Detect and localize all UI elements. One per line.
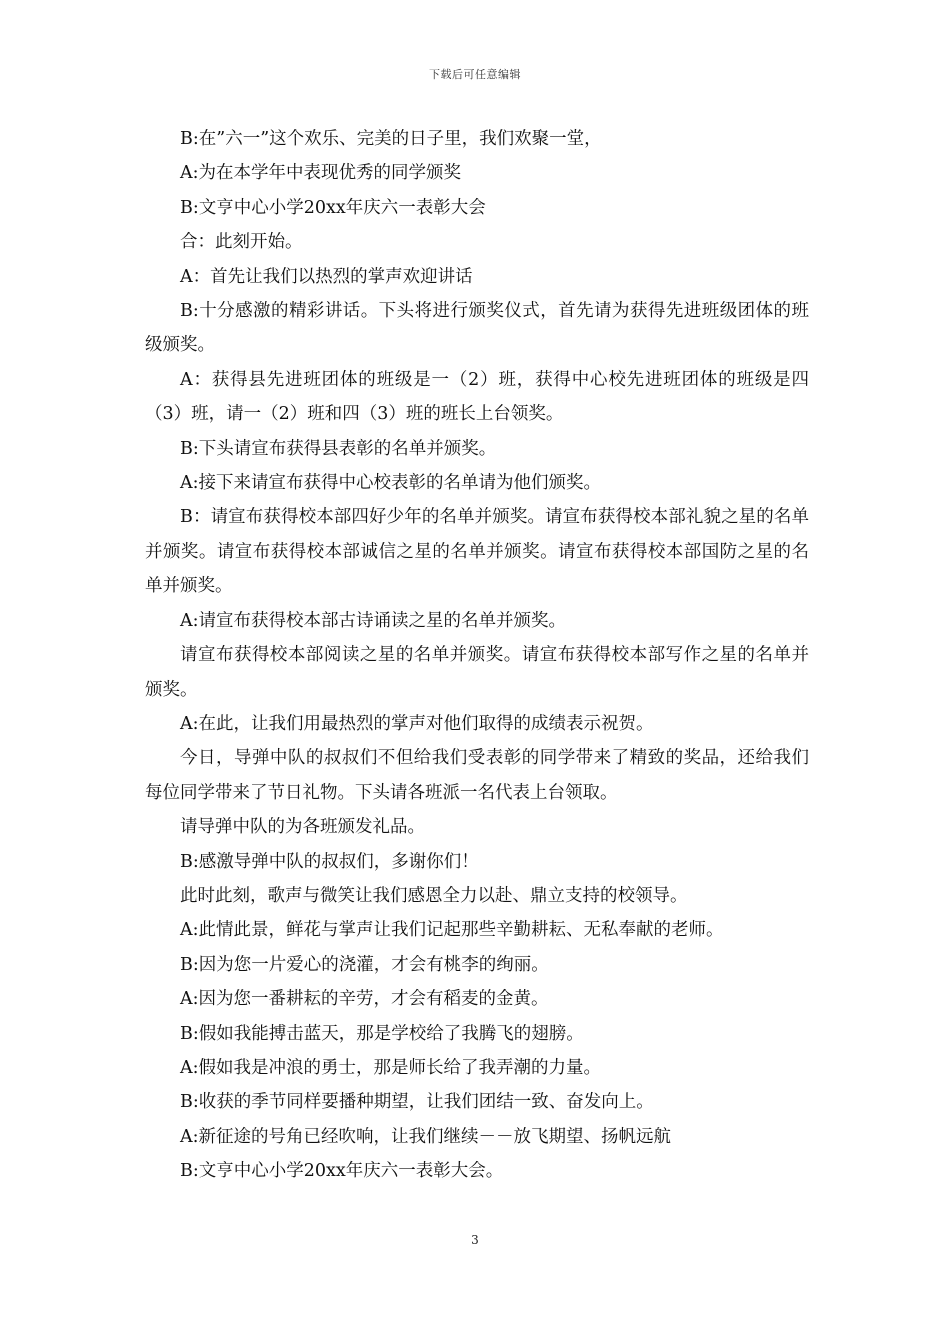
paragraph: A:请宣布获得校本部古诗诵读之星的名单并颁奖。: [180, 610, 567, 631]
paragraph: B:感激导弹中队的叔叔们，多谢你们！: [180, 851, 479, 872]
paragraph: 今日，导弹中队的叔叔们不但给我们受表彰的同学带来了精致的奖品，还给我们每位同学带来了节日礼物。下头请各班派一名代表上台领取。: [145, 748, 809, 803]
paragraph: A:为在本学年中表现优秀的同学颁奖: [180, 163, 462, 184]
paragraph: B:假如我能搏击蓝天，那是学校给了我腾飞的翅膀。: [180, 1023, 584, 1044]
paragraph: B:文亨中心小学20xx年庆六一表彰大会: [180, 197, 486, 218]
paragraph: B:收获的季节同样要播种期望，让我们团结一致、奋发向上。: [180, 1092, 654, 1113]
page-number: 3: [471, 1233, 479, 1247]
paragraph: 此时此刻，歌声与微笑让我们感恩全力以赴、鼎立支持的校领导。: [180, 885, 688, 906]
document-body: [145, 122, 809, 1189]
paragraph: 请导弹中队的为各班颁发礼品。: [180, 817, 425, 838]
paragraph: A:接下来请宣布获得中心校表彰的名单请为他们颁奖。: [180, 473, 602, 494]
paragraph: 合：此刻开始。: [180, 232, 303, 253]
paragraph: 请宣布获得校本部阅读之星的名单并颁奖。请宣布获得校本部写作之星的名单并颁奖。: [145, 645, 809, 700]
page-header: 下载后可任意编辑: [429, 68, 521, 81]
paragraph: A:因为您一番耕耘的辛劳，才会有稻麦的金黄。: [180, 989, 549, 1010]
paragraph: A：首先让我们以热烈的掌声欢迎讲话: [180, 266, 473, 287]
paragraph: B:下头请宣布获得县表彰的名单并颁奖。: [180, 438, 497, 459]
paragraph: B:文亨中心小学20xx年庆六一表彰大会。: [180, 1161, 504, 1182]
paragraph: B：请宣布获得校本部四好少年的名单并颁奖。请宣布获得校本部礼貌之星的名单并颁奖。请宣布获得校本部诚信之星的名单并颁奖。请宣布获得校本部国防之星的名单并颁奖。: [145, 507, 809, 597]
paragraph: A:新征途的号角已经吹响，让我们继续－－放飞期望、扬帆远航: [180, 1126, 672, 1147]
paragraph: B:在”六一”这个欢乐、完美的日子里，我们欢聚一堂，: [180, 129, 602, 149]
paragraph: A:此情此景，鲜花与掌声让我们记起那些辛勤耕耘、无私奉献的老师。: [180, 920, 724, 941]
paragraph: A:在此，让我们用最热烈的掌声对他们取得的成绩表示祝贺。: [180, 713, 654, 734]
paragraph: A：获得县先进班团体的班级是一（2）班，获得中心校先进班团体的班级是四（3）班，请一（2）班和四（3）班的班长上台领奖。: [145, 369, 809, 425]
paragraph: A:假如我是冲浪的勇士，那是师长给了我弄潮的力量。: [180, 1057, 602, 1078]
paragraph: B:十分感激的精彩讲话。下头将进行颁奖仪式，首先请为获得先进班级团体的班级颁奖。: [145, 301, 809, 356]
paragraph: B:因为您一片爱心的浇灌，才会有桃李的绚丽。: [180, 954, 549, 975]
